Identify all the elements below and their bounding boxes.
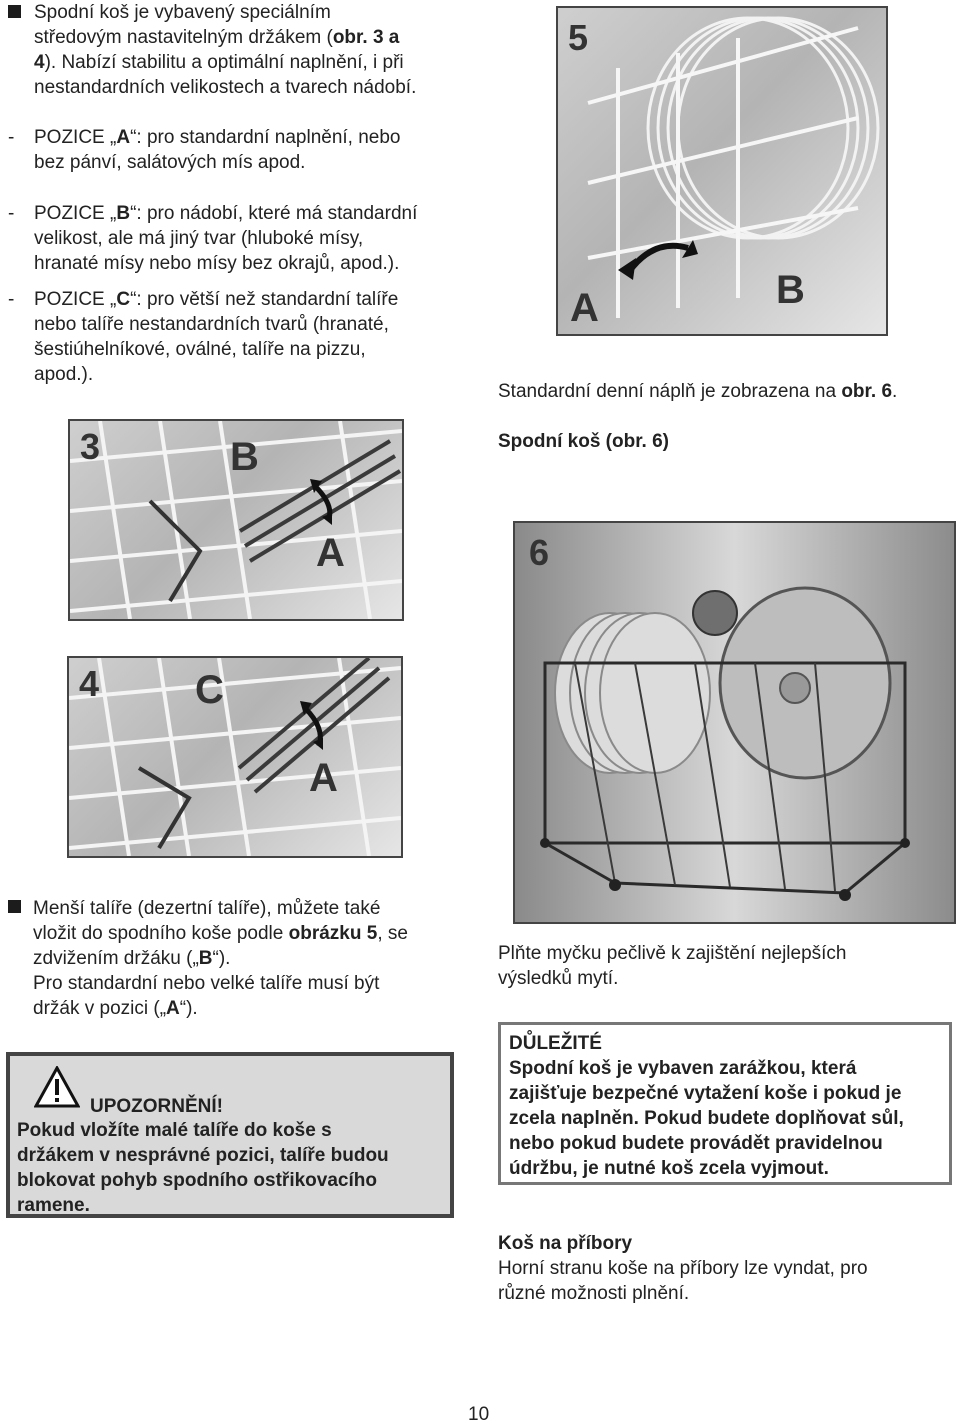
- bullet-square: [8, 5, 21, 18]
- figure-number: 4: [79, 663, 100, 704]
- small-plates-paragraph: Menší talíře (dezertní talíře), můžete také vložit do spodního koše podle obrázku 5, se zdvižením držáku („B“). Pro standardní nebo velké talíře musí být držák v pozici („A“).: [33, 898, 408, 1019]
- cutlery-section: Koš na příbory Horní stranu koše na příbory lze vyndat, pro různé možnosti plnění.: [498, 1231, 953, 1306]
- cutlery-heading: Koš na příbory: [498, 1233, 633, 1254]
- lower-basket-heading: Spodní koš (obr. 6): [498, 431, 670, 452]
- position-label-a: A: [570, 286, 599, 330]
- fill-note: Plňte myčku pečlivě k zajištění nejlepších výsledků mytí.: [498, 943, 847, 989]
- intro-line: Spodní koš je vybavený speciálním: [34, 2, 331, 23]
- warning-title: UPOZORNĚNÍ!: [90, 1096, 223, 1117]
- figure-number: 5: [568, 17, 589, 58]
- figure-5-plates-in-basket: [556, 6, 888, 336]
- intro-line: středovým nastavitelným držákem (obr. 3 a: [34, 27, 400, 48]
- list-dash: -: [8, 203, 15, 224]
- intro-paragraph: [34, 0, 474, 100]
- intro-line: nestandardních velikostech a tvarech nádobí.: [34, 77, 417, 98]
- figure-3-rack-position-b: [68, 419, 404, 621]
- figure-number: 3: [80, 426, 101, 467]
- page-number: 10: [468, 1404, 490, 1425]
- plates-illustration: [558, 8, 886, 334]
- figure-6-standard-load: [513, 521, 956, 924]
- position-label-a: A: [316, 531, 345, 575]
- bullet-square: [8, 900, 21, 913]
- position-label-c: C: [195, 668, 224, 712]
- figure-number: 6: [529, 532, 550, 573]
- important-box: [498, 1022, 952, 1185]
- position-label-a: A: [309, 756, 338, 800]
- figure-4-rack-position-c: [67, 656, 403, 858]
- intro-line: 4). Nabízí stabilitu a optimální naplnění, i při: [34, 52, 404, 73]
- loaded-basket-illustration: [515, 523, 954, 922]
- position-label-b: B: [776, 268, 805, 312]
- important-title: DŮLEŽITÉ: [509, 1033, 602, 1054]
- warning-box: [6, 1052, 454, 1218]
- rack-illustration: [69, 658, 401, 856]
- position-b-item: POZICE „B“: pro nádobí, které má standardní velikost, ale má jiný tvar (hluboké mísy, hranaté mísy nebo mísy bez okrajů, apod.).: [34, 203, 418, 274]
- warning-triangle-icon: [34, 1066, 80, 1108]
- warning-text: Pokud vložíte malé talíře do koše s držákem v nesprávné pozici, talíře budou blokovat pohyb spodního ostřikovacího ramene.: [17, 1120, 389, 1216]
- position-label-b: B: [230, 435, 259, 479]
- list-dash: -: [8, 289, 15, 310]
- list-dash: -: [8, 127, 15, 148]
- position-c-item: POZICE „C“: pro větší než standardní talíře nebo talíře nestandardních tvarů (hranaté, šestiúhelníkové, oválné, talíře na pizzu, apod.).: [34, 289, 399, 385]
- position-a-item: POZICE „A“: pro standardní naplnění, nebo bez pánví, salátových mís apod.: [34, 127, 401, 173]
- important-text: Spodní koš je vybaven zarážkou, která zajišťuje bezpečné vytažení koše i pokud je zcela naplněn. Pokud budete doplňovat sůl, nebo pokud budete provádět pravidelnou údržbu, je nutné koš zcela vyjmout.: [509, 1058, 904, 1179]
- standard-load-text: Standardní denní náplň je zobrazena na obr. 6.: [498, 381, 898, 402]
